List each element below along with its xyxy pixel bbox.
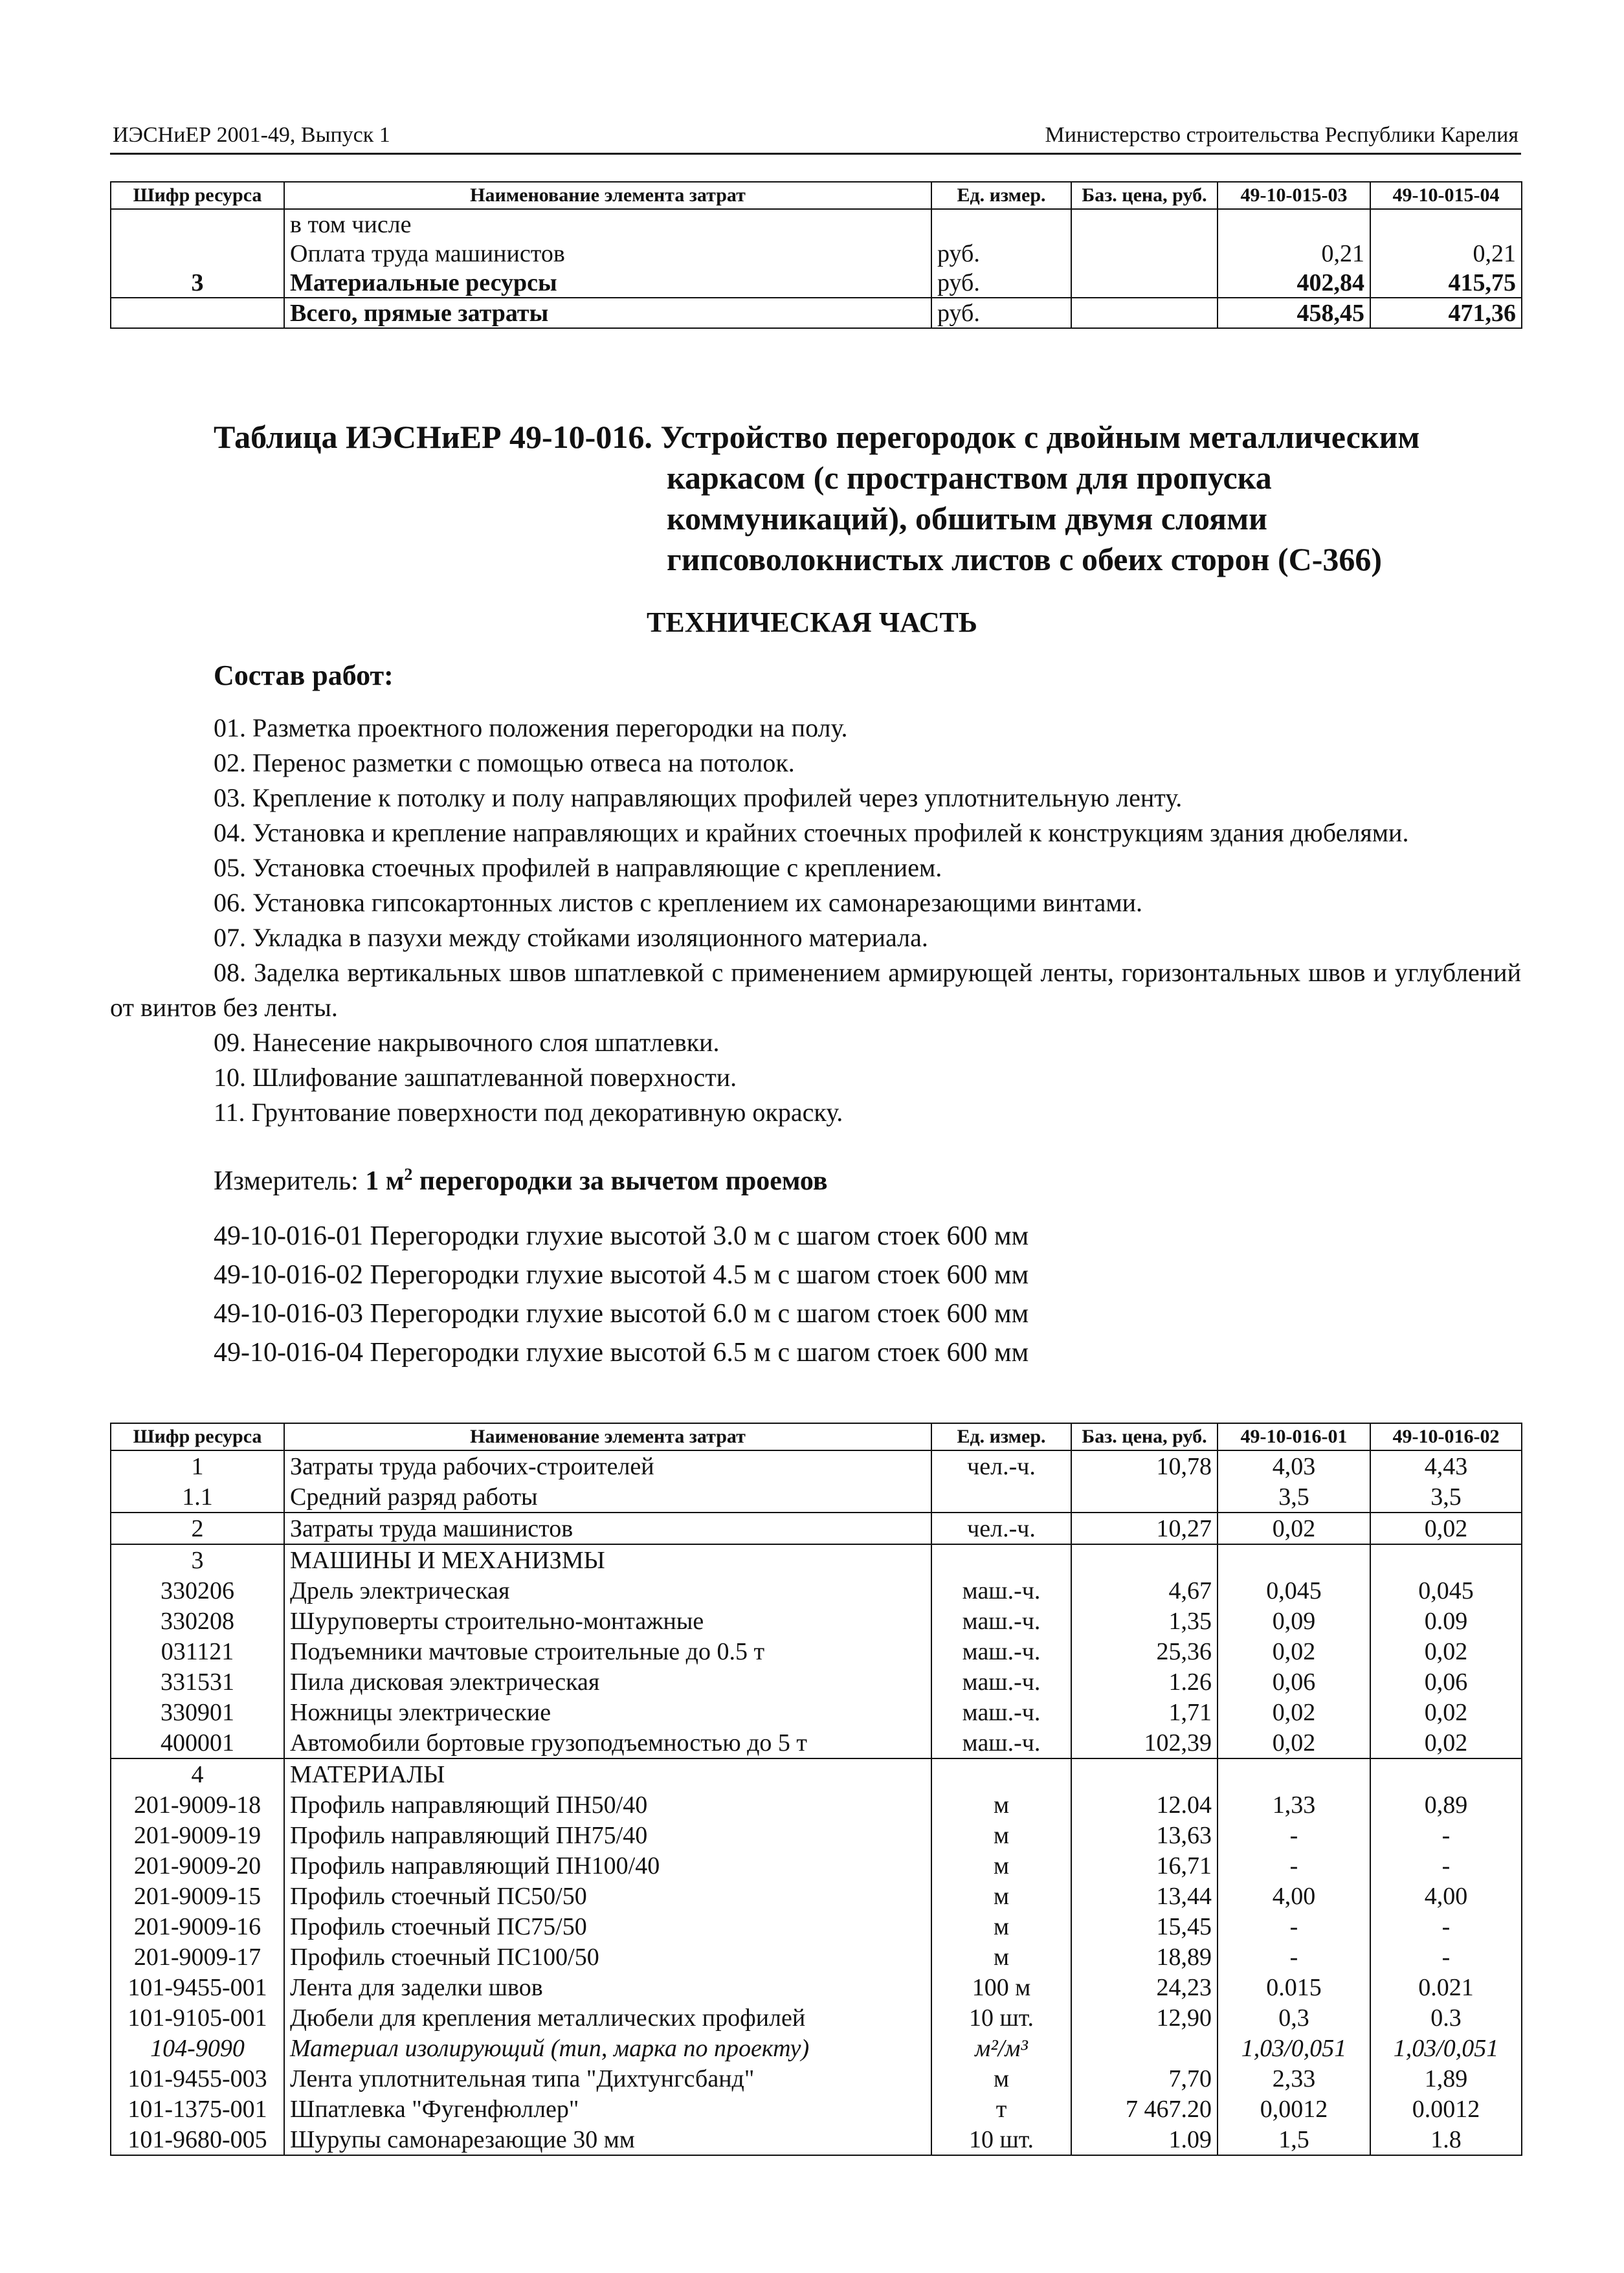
table-row [111, 1758, 1522, 1790]
list-item: 09. Нанесение накрывочного слоя шпатлевки. [214, 1028, 720, 1057]
cell-name: Подъемники мачтовые строительные до 0.5 т [284, 1636, 931, 1667]
cell-value: 0,02 [1218, 1727, 1370, 1758]
cell-price [1071, 1544, 1218, 1575]
cell-price [1071, 298, 1218, 328]
cell-value: 0,02 [1370, 1513, 1522, 1544]
list-item: 49-10-016-01 Перегородки глухие высотой 3.0 м с шагом стоек 600 мм [214, 1221, 1029, 1251]
table-row [111, 1606, 1522, 1636]
cell-price: 102,39 [1071, 1727, 1218, 1758]
table-header-row [111, 182, 1522, 209]
table-row [111, 1881, 1522, 1911]
cell-price: 24,23 [1071, 1972, 1218, 2002]
cell-name: Шуруповерты строительно-монтажные [284, 1606, 931, 1636]
cell-value: 0,0012 [1218, 2094, 1370, 2124]
cell-value [1370, 1758, 1522, 1790]
cell-unit: маш.-ч. [931, 1697, 1071, 1727]
cell-unit: 10 шт. [931, 2124, 1071, 2155]
cell-value: 458,45 [1218, 298, 1370, 328]
table-row [111, 268, 1522, 298]
cell-code: 101-9680-005 [111, 2124, 284, 2155]
cell-value: 2,33 [1218, 2063, 1370, 2094]
cell-value: 4,43 [1370, 1450, 1522, 1481]
table-row [111, 2063, 1522, 2094]
list-item: 49-10-016-03 Перегородки глухие высотой 6.0 м с шагом стоек 600 мм [214, 1299, 1029, 1329]
cell-unit: маш.-ч. [931, 1575, 1071, 1606]
cell-unit: м [931, 1942, 1071, 1972]
cell-code: 201-9009-17 [111, 1942, 284, 1972]
list-item: 02. Перенос разметки с помощью отвеса на потолок. [214, 748, 795, 777]
cell-name: Оплата труда машинистов [284, 239, 931, 268]
table-row [111, 1667, 1522, 1697]
cell-unit: м [931, 1820, 1071, 1850]
cell-value: 0,02 [1218, 1636, 1370, 1667]
cell-value: 0,045 [1218, 1575, 1370, 1606]
table-row [111, 298, 1522, 328]
measure-line [214, 1165, 828, 1197]
cell-unit: маш.-ч. [931, 1606, 1071, 1636]
measure-text: перегородки за вычетом проемов [412, 1166, 828, 1196]
cell-value [1218, 209, 1370, 239]
cell-price: 1,35 [1071, 1606, 1218, 1636]
cell-name: Профиль направляющий ПН50/40 [284, 1790, 931, 1820]
cell-value [1370, 1544, 1522, 1575]
cell-value: 0,89 [1370, 1790, 1522, 1820]
cell-price [1071, 1758, 1218, 1790]
cell-code: 201-9009-18 [111, 1790, 284, 1820]
cell-code: 101-9105-001 [111, 2002, 284, 2033]
table-row [111, 1790, 1522, 1820]
running-header [110, 116, 1521, 155]
cost-table-main [110, 1423, 1522, 2156]
cell-price [1071, 268, 1218, 298]
header-right-text: Министерство строительства Республики Карелия [1045, 123, 1518, 147]
cell-value: 4,03 [1218, 1450, 1370, 1481]
list-item: 06. Установка гипсокартонных листов с креплением их самонарезающими винтами. [214, 888, 1143, 917]
cell-price: 15,45 [1071, 1911, 1218, 1942]
cell-value: - [1218, 1850, 1370, 1881]
cell-unit: руб. [931, 268, 1071, 298]
cell-value [1370, 209, 1522, 239]
cell-name: Профиль стоечный ПС100/50 [284, 1942, 931, 1972]
cell-value: 3,5 [1218, 1481, 1370, 1513]
cell-price: 16,71 [1071, 1850, 1218, 1881]
cell-value: 0,02 [1370, 1636, 1522, 1667]
cell-unit: 100 м [931, 1972, 1071, 2002]
table-body [111, 1450, 1522, 2155]
list-item: 04. Установка и крепление направляющих и крайних стоечных профилей к конструкциям здания дюбелями. [214, 818, 1409, 847]
cell-code: 201-9009-19 [111, 1820, 284, 1850]
cell-code: 331531 [111, 1667, 284, 1697]
cell-code: 201-9009-16 [111, 1911, 284, 1942]
cell-value: - [1370, 1942, 1522, 1972]
column-header: 49-10-016-02 [1370, 1423, 1522, 1450]
cell-price: 10,27 [1071, 1513, 1218, 1544]
cell-value: 1,89 [1370, 2063, 1522, 2094]
title-line: коммуникаций), обшитым двумя слоями [667, 500, 1267, 537]
cell-unit: м²/м³ [931, 2033, 1071, 2063]
measure-label: Измеритель: [214, 1166, 366, 1196]
column-header: 49-10-015-03 [1218, 182, 1370, 209]
cell-price: 25,36 [1071, 1636, 1218, 1667]
cell-value: - [1218, 1942, 1370, 1972]
cell-value: 0.09 [1370, 1606, 1522, 1636]
cell-name: Всего, прямые затраты [284, 298, 931, 328]
cell-code: 101-1375-001 [111, 2094, 284, 2124]
column-header: 49-10-015-04 [1370, 182, 1522, 209]
cell-unit: руб. [931, 239, 1071, 268]
cell-value: 1,03/0,051 [1370, 2033, 1522, 2063]
cell-value: 1,03/0,051 [1218, 2033, 1370, 2063]
cell-unit: м [931, 1850, 1071, 1881]
cell-value: - [1370, 1911, 1522, 1942]
works-heading: Состав работ: [214, 660, 394, 691]
table-row [111, 1697, 1522, 1727]
cell-price: 4,67 [1071, 1575, 1218, 1606]
cell-value: 0,3 [1218, 2002, 1370, 2033]
table-row [111, 209, 1522, 239]
variants-list [214, 1217, 1029, 1372]
table-row [111, 1972, 1522, 2002]
column-header: Ед. измер. [931, 182, 1071, 209]
cell-code: 1 [111, 1450, 284, 1481]
table-header-row [111, 1423, 1522, 1450]
table-row [111, 1942, 1522, 1972]
table-row [111, 1850, 1522, 1881]
table-row [111, 2002, 1522, 2033]
cell-price [1071, 239, 1218, 268]
cell-price [1071, 209, 1218, 239]
technical-part-heading: ТЕХНИЧЕСКАЯ ЧАСТЬ [647, 606, 977, 638]
cell-value [1218, 1544, 1370, 1575]
cell-unit [931, 209, 1071, 239]
cell-value: 4,00 [1370, 1881, 1522, 1911]
cell-value: 0,02 [1218, 1513, 1370, 1544]
list-item: 49-10-016-02 Перегородки глухие высотой 4.5 м с шагом стоек 600 мм [214, 1260, 1029, 1290]
cell-code: 031121 [111, 1636, 284, 1667]
measure-unit-power: 2 [404, 1165, 413, 1184]
cell-value: 4,00 [1218, 1881, 1370, 1911]
cell-price [1071, 1481, 1218, 1513]
list-item: 03. Крепление к потолку и полу направляющих профилей через уплотнительную ленту. [214, 783, 1183, 812]
cell-name: Шурупы самонарезающие 30 мм [284, 2124, 931, 2155]
column-header: Наименование элемента затрат [284, 182, 931, 209]
title-line: Таблица ИЭСНиЕР 49-10-016. Устройство перегородок с двойным металлическим [214, 419, 1420, 455]
cell-name: Затраты труда рабочих-строителей [284, 1450, 931, 1481]
cell-value: 0,02 [1370, 1727, 1522, 1758]
column-header: Наименование элемента затрат [284, 1423, 931, 1450]
cell-price: 10,78 [1071, 1450, 1218, 1481]
cell-name: Шпатлевка "Фугенфюллер" [284, 2094, 931, 2124]
cell-name: Затраты труда машинистов [284, 1513, 931, 1544]
table-row [111, 1513, 1522, 1544]
cell-code [111, 298, 284, 328]
table-row [111, 1636, 1522, 1667]
cell-unit: маш.-ч. [931, 1636, 1071, 1667]
cell-price: 7 467.20 [1071, 2094, 1218, 2124]
cell-value: 1,5 [1218, 2124, 1370, 2155]
table-row [111, 1727, 1522, 1758]
cell-code: 4 [111, 1758, 284, 1790]
cell-name: МАШИНЫ И МЕХАНИЗМЫ [284, 1544, 931, 1575]
cell-value: 402,84 [1218, 268, 1370, 298]
cell-name: Профиль стоечный ПС75/50 [284, 1911, 931, 1942]
cell-name: Ножницы электрические [284, 1697, 931, 1727]
cell-unit: м [931, 1790, 1071, 1820]
cell-code: 330208 [111, 1606, 284, 1636]
cell-price [1071, 2033, 1218, 2063]
cell-name: Профиль направляющий ПН75/40 [284, 1820, 931, 1850]
cell-value: 3,5 [1370, 1481, 1522, 1513]
cell-value: - [1218, 1820, 1370, 1850]
table-row [111, 1820, 1522, 1850]
cell-code: 201-9009-15 [111, 1881, 284, 1911]
cell-code [111, 239, 284, 268]
cell-price: 12,90 [1071, 2002, 1218, 2033]
cell-value: 471,36 [1370, 298, 1522, 328]
cell-unit: 10 шт. [931, 2002, 1071, 2033]
cell-code: 330901 [111, 1697, 284, 1727]
column-header: 49-10-016-01 [1218, 1423, 1370, 1450]
cell-code: 330206 [111, 1575, 284, 1606]
table-row [111, 2124, 1522, 2155]
list-item: 08. Заделка вертикальных швов шпатлевкой с применением армирующей ленты, горизонтальных швов и углублений от винтов без ленты. [110, 958, 1521, 1022]
cell-code: 104-9090 [111, 2033, 284, 2063]
cell-code: 3 [111, 268, 284, 298]
cell-code: 2 [111, 1513, 284, 1544]
cell-name: Материальные ресурсы [284, 268, 931, 298]
cell-unit: т [931, 2094, 1071, 2124]
cell-code: 201-9009-20 [111, 1850, 284, 1881]
cell-name: в том числе [284, 209, 931, 239]
cell-code: 3 [111, 1544, 284, 1575]
table-row [111, 1911, 1522, 1942]
table-row [111, 1575, 1522, 1606]
measure-unit: 1 м [365, 1166, 405, 1196]
cell-value: 0,045 [1370, 1575, 1522, 1606]
cell-name: Профиль стоечный ПС50/50 [284, 1881, 931, 1911]
cell-code: 101-9455-001 [111, 1972, 284, 2002]
cell-value: 0.021 [1370, 1972, 1522, 2002]
column-header: Ед. измер. [931, 1423, 1071, 1450]
cell-unit: м [931, 2063, 1071, 2094]
cell-price: 1.09 [1071, 2124, 1218, 2155]
cell-unit: руб. [931, 298, 1071, 328]
list-item: 07. Укладка в пазухи между стойками изоляционного материала. [214, 923, 928, 952]
table-row [111, 1544, 1522, 1575]
title-line: каркасом (с пространством для пропуска [667, 460, 1272, 496]
table-title [214, 417, 1482, 580]
cell-value: 0.3 [1370, 2002, 1522, 2033]
cell-unit [931, 1481, 1071, 1513]
column-header: Баз. цена, руб. [1071, 182, 1218, 209]
column-header: Баз. цена, руб. [1071, 1423, 1218, 1450]
cell-name: Автомобили бортовые грузоподъемностью до 5 т [284, 1727, 931, 1758]
cell-price: 13,63 [1071, 1820, 1218, 1850]
list-item: 11. Грунтование поверхности под декоративную окраску. [214, 1098, 843, 1127]
cell-value: - [1218, 1911, 1370, 1942]
cell-code: 101-9455-003 [111, 2063, 284, 2094]
cell-value: - [1370, 1850, 1522, 1881]
cell-value: 1,33 [1218, 1790, 1370, 1820]
cell-value: 0.0012 [1370, 2094, 1522, 2124]
cell-name: Дюбели для крепления металлических профилей [284, 2002, 931, 2033]
cell-name: Профиль направляющий ПН100/40 [284, 1850, 931, 1881]
cell-unit [931, 1758, 1071, 1790]
cell-unit: маш.-ч. [931, 1727, 1071, 1758]
cell-price: 18,89 [1071, 1942, 1218, 1972]
header-left-text: ИЭСНиЕР 2001-49, Выпуск 1 [113, 123, 390, 147]
cell-value: - [1370, 1820, 1522, 1850]
column-header: Шифр ресурса [111, 182, 284, 209]
cell-price: 12.04 [1071, 1790, 1218, 1820]
cell-price: 7,70 [1071, 2063, 1218, 2094]
list-item: 01. Разметка проектного положения перегородки на полу. [214, 713, 848, 742]
cell-value: 0,21 [1370, 239, 1522, 268]
cell-unit: м [931, 1881, 1071, 1911]
cell-value: 0,02 [1218, 1697, 1370, 1727]
cell-unit [931, 1544, 1071, 1575]
table-row [111, 1481, 1522, 1513]
cell-unit: чел.-ч. [931, 1450, 1071, 1481]
list-item: 49-10-016-04 Перегородки глухие высотой 6.5 м с шагом стоек 600 мм [214, 1338, 1029, 1368]
table-row [111, 239, 1522, 268]
cost-table-top [110, 181, 1522, 329]
cell-unit: м [931, 1911, 1071, 1942]
list-item: 10. Шлифование зашпатлеванной поверхности. [214, 1063, 737, 1092]
cell-name: Лента для заделки швов [284, 1972, 931, 2002]
cell-code: 400001 [111, 1727, 284, 1758]
table-row [111, 2094, 1522, 2124]
cell-value: 0,06 [1370, 1667, 1522, 1697]
column-header: Шифр ресурса [111, 1423, 284, 1450]
table-row [111, 1450, 1522, 1481]
cell-name: Средний разряд работы [284, 1481, 931, 1513]
cell-value: 1.8 [1370, 2124, 1522, 2155]
cell-name: МАТЕРИАЛЫ [284, 1758, 931, 1790]
cell-code [111, 209, 284, 239]
cell-unit: маш.-ч. [931, 1667, 1071, 1697]
cell-value: 0,09 [1218, 1606, 1370, 1636]
cell-value: 415,75 [1370, 268, 1522, 298]
cell-value: 0,21 [1218, 239, 1370, 268]
cell-name: Материал изолирующий (тип, марка по проекту) [284, 2033, 931, 2063]
cell-value: 0.015 [1218, 1972, 1370, 2002]
cell-name: Лента уплотнительная типа "Дихтунгсбанд" [284, 2063, 931, 2094]
table-row [111, 2033, 1522, 2063]
cell-code: 1.1 [111, 1481, 284, 1513]
cell-price: 1.26 [1071, 1667, 1218, 1697]
cell-price: 13,44 [1071, 1881, 1218, 1911]
cell-name: Дрель электрическая [284, 1575, 931, 1606]
works-list [110, 711, 1521, 1130]
cell-name: Пила дисковая электрическая [284, 1667, 931, 1697]
cell-unit: чел.-ч. [931, 1513, 1071, 1544]
cell-value [1218, 1758, 1370, 1790]
cell-price: 1,71 [1071, 1697, 1218, 1727]
title-line: гипсоволокнистых листов с обеих сторон (С-366) [667, 541, 1383, 577]
cell-value: 0,02 [1370, 1697, 1522, 1727]
list-item: 05. Установка стоечных профилей в направляющие с креплением. [214, 853, 942, 882]
cell-value: 0,06 [1218, 1667, 1370, 1697]
